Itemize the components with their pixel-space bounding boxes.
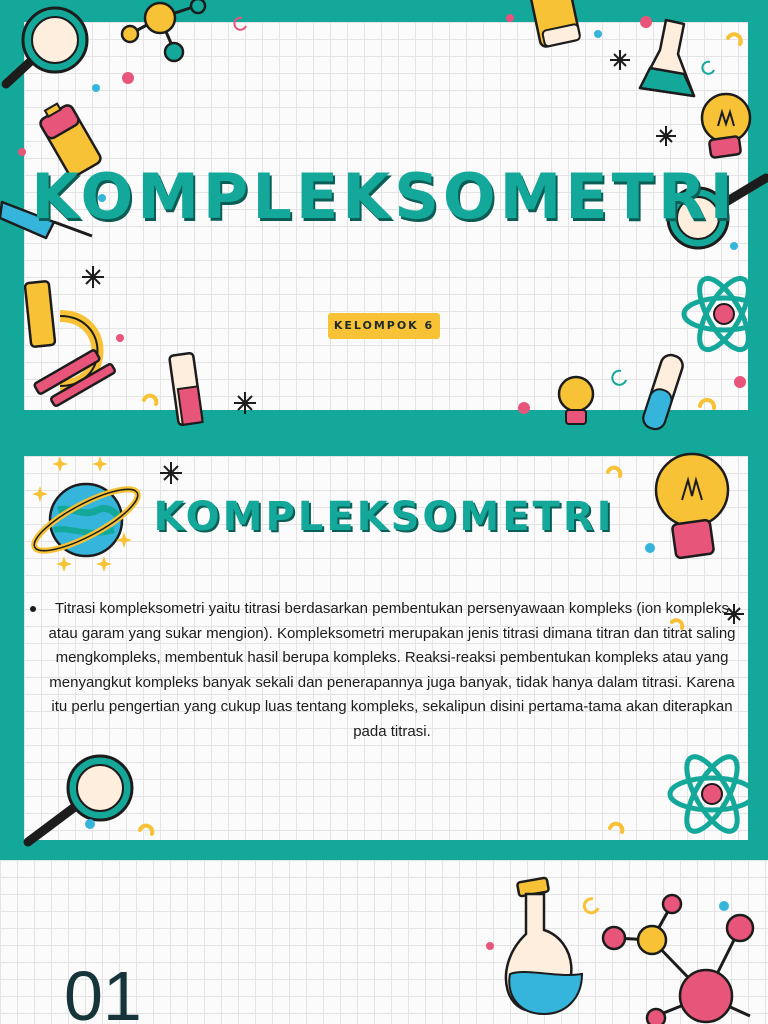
definition-text: Titrasi kompleksometri yaitu titrasi berdasarkan pembentukan persenyawaan kompleks (ion kompleks atau garam yang sukar mengion). Kompleksometri merupakan jenis titrasi dimana titran dan titrat saling mengkompleks, membentuk hasil berupa kompleks. Reaksi-reaksi pembentukan kompleks atau yang menyangkut kompleks banyak sekali dan penerapannya juga banyak, tidak hanya dalam titrasi. Karena itu perlu pengertian yang cukup luas tentang kompleks, sekalipun disini pertama-tama akan diterapkan pada titrasi. (48, 600, 736, 740)
group-badge: KELOMPOK 6 (328, 313, 440, 339)
section-number: 01 (64, 957, 142, 1024)
definition-paragraph (30, 597, 740, 744)
bullet-point (30, 606, 36, 612)
slide-title-heading: KOMPLEKSOMETRI (31, 160, 737, 233)
slide-definition (0, 432, 768, 860)
slide-title (0, 0, 768, 432)
slide-section-one (0, 860, 768, 1024)
section-heading: KOMPLEKSOMETRI (153, 494, 615, 540)
